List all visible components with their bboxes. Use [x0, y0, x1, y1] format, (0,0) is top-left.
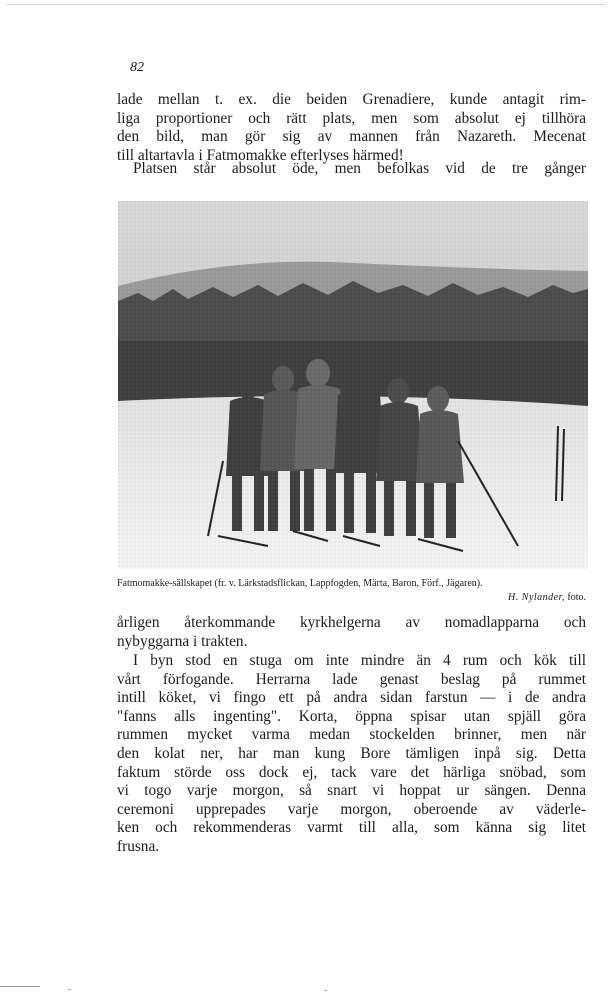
- text-line: I byn stod en stuga om inte mindre än 4 rum och kök till: [133, 652, 586, 669]
- page-top-rule: [6, 4, 606, 5]
- text-line: lade mellan t. ex. die beiden Grenadiere, kunde antagit rim-: [117, 91, 586, 108]
- scan-speck: [68, 989, 71, 990]
- page-number: 82: [130, 60, 144, 75]
- text-line: faktum störde oss dock ej, tack vare det härliga snöbad, som: [117, 763, 586, 781]
- text-line: nybyggarna i trakten.: [117, 632, 248, 650]
- text-line: den kolat ner, har man kung Bore tämligen inpå sig. Detta: [117, 744, 586, 762]
- text-line: intill köket, vi fingo ett på andra sidan farstun — i de andra: [117, 689, 586, 707]
- figure-caption: Fatmomakke-sällskapet (fr. v. Lärkstadsflickan, Lappfogden, Märta, Baron, Förf., Jägaren).: [117, 578, 483, 589]
- paragraph-4: [117, 652, 586, 857]
- text-line: rummen mycket varma medan stockelden brinner, men när: [117, 726, 586, 744]
- scan-edge-mark: [0, 986, 40, 987]
- photographer-name: H. Nylander,: [508, 592, 565, 603]
- text-line: vi togo varje morgon, så snart vi hoppat ur sängen. Denna: [117, 782, 586, 800]
- credit-suffix: foto.: [564, 592, 586, 603]
- text-line: den bild, man gör sig av mannen från Nazareth. Mecenat: [117, 128, 586, 146]
- photo-credit: [508, 592, 586, 603]
- text-line: ceremoni upprepades varje morgon, oberoende av väderle-: [117, 800, 586, 818]
- text-line: vårt förfogande. Herrarna lade genast beslag på rummet: [117, 670, 586, 688]
- text-line: till altartavla i Fatmomakke efterlyses härmed!: [117, 146, 404, 164]
- paragraph-1: [117, 91, 586, 165]
- text-line: liga proportioner och rätt plats, men som absolut ej tillhöra: [117, 109, 586, 127]
- text-line: frusna.: [117, 837, 160, 855]
- scan-speck: [324, 990, 327, 991]
- paragraph-3: [117, 614, 586, 651]
- group-photo: [118, 201, 588, 569]
- paragraph-2: [117, 160, 586, 179]
- text-line: ken och rekommenderas varmt till alla, som känna sig litet: [117, 819, 586, 837]
- text-line: årligen återkommande kyrkhelgerna av nomadlapparna och: [117, 614, 586, 631]
- text-line: "fanns alls ingenting". Korta, öppna spisar utan spjäll göra: [117, 707, 586, 725]
- text-line: Platsen står absolut öde, men befolkas vid de tre gånger: [133, 160, 586, 177]
